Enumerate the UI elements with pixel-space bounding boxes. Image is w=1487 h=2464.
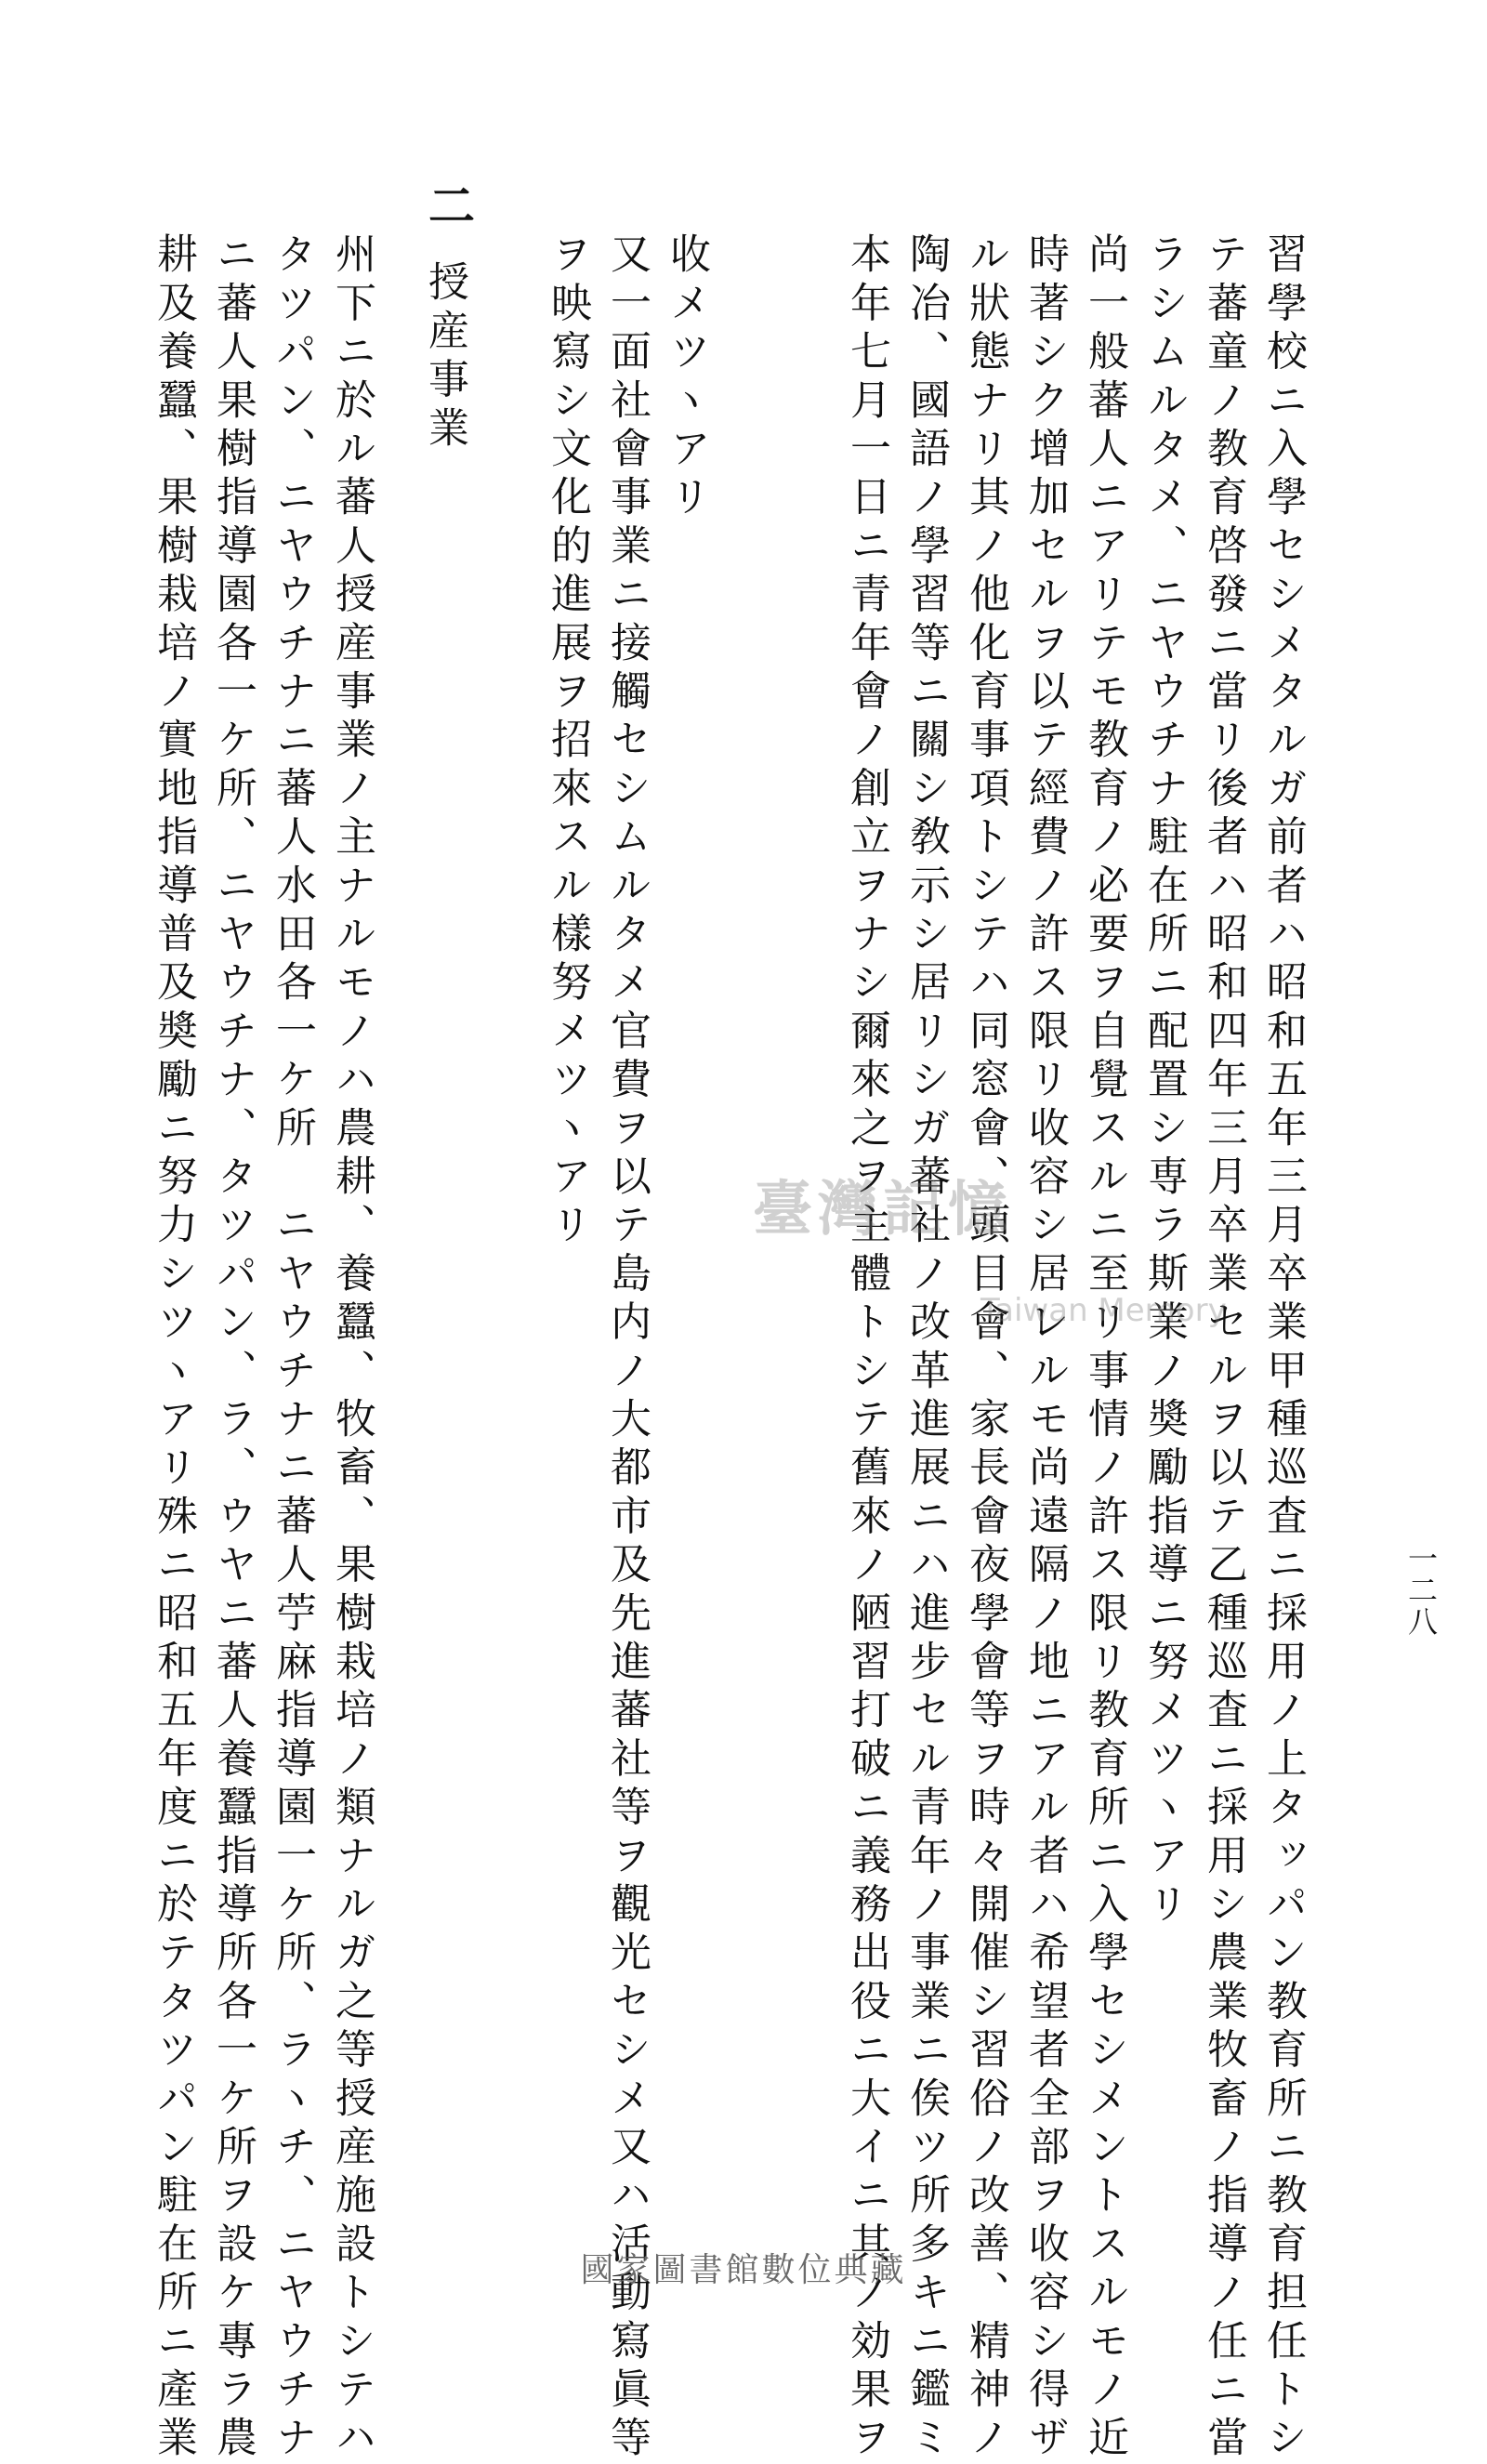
text-column-11: ヲ映寫シ文化的進展ヲ招來スル樣努メツヽアリ xyxy=(544,232,591,1252)
section-marker: 二 xyxy=(421,181,476,228)
text-column-2: テ蕃童ノ教育啓發ニ當リ後者ハ昭和四年三月卒業セルヲ以テ乙種巡査ニ採用シ農業牧畜ノ指導ノ任ニ當 xyxy=(1200,232,1247,2464)
text-column-12: 州下ニ於ル蕃人授産事業ノ主ナルモノハ農耕、養蠶、牧畜、果樹栽培ノ類ナルガ之等授産施設トシテハ xyxy=(328,232,375,2464)
text-column-5: 時著シク增加セルヲ以テ經費ノ許ス限リ收容シ居レルモ尚遠隔ノ地ニアル者ハ希望者全部ヲ收容シ得ザ xyxy=(1021,232,1069,2464)
watermark-logo: 臺灣記憶 xyxy=(753,1175,1013,1245)
text-column-10: 又一面社會事業ニ接觸セシムルタメ官費ヲ以テ島内ノ大都市及先進蕃社等ヲ觀光セシメ又ハ活動寫眞等 xyxy=(603,232,651,2464)
text-column-7: 陶冶、國語ノ學習等ニ關シ敎示シ居リシガ蕃社ノ改革進展ニハ進步セル青年ノ事業ニ俟ツ所多キニ鑑ミ xyxy=(902,232,950,2464)
text-column-15: 耕及養蠶、果樹栽培ノ實地指導普及奬勵ニ努力シツヽアリ殊ニ昭和五年度ニ於テタツパン駐在所ニ產業 xyxy=(150,232,197,2464)
text-column-9: 收メツヽアリ xyxy=(663,232,710,524)
footer-credit: 國家圖書館數位典藏 xyxy=(580,2251,907,2289)
text-column-3: ラシムルタメ、ニヤウチナ駐在所ニ配置シ専ラ斯業ノ奬勵指導ニ努メツヽアリ xyxy=(1140,232,1188,1930)
section-heading: 授産事業 xyxy=(421,260,468,455)
watermark-subtitle: Taiwan Memory xyxy=(980,1292,1227,1329)
text-column-6: ル狀態ナリ其ノ他化育事項トシテハ同窓會、頭目會、家長會夜學會等ヲ時々開催シ習俗ノ改善、精神ノ xyxy=(962,232,1009,2464)
text-column-4: 尚一般蕃人ニアリテモ教育ノ必要ヲ自覺スルニ至リ事情ノ許ス限リ教育所ニ入學セシメントスルモノ近 xyxy=(1081,232,1128,2464)
text-column-14: ニ蕃人果樹指導園各一ケ所、ニヤウチナ、タツパン、ラ、ウヤニ蕃人養蠶指導所各一ケ所ヲ設ケ專ラ農 xyxy=(209,232,257,2464)
page-number: 一二八 xyxy=(1403,1543,1439,1638)
text-column-13: タツパン、ニヤウチナニ蕃人水田各一ケ所 ニヤウチナニ蕃人苧麻指導園一ケ所、ラヽチ、ニヤウチナ xyxy=(269,232,316,2464)
text-column-8: 本年七月一日ニ青年會ノ創立ヲナシ爾來之ヲ主體トシテ舊來ノ陋習打破ニ義務出役ニ大イニ其ノ効果ヲ xyxy=(843,232,890,2464)
text-column-1: 習學校ニ入學セシメタルガ前者ハ昭和五年三月卒業甲種巡査ニ採用ノ上タッパン教育所ニ教育担任トシ xyxy=(1259,232,1307,2464)
